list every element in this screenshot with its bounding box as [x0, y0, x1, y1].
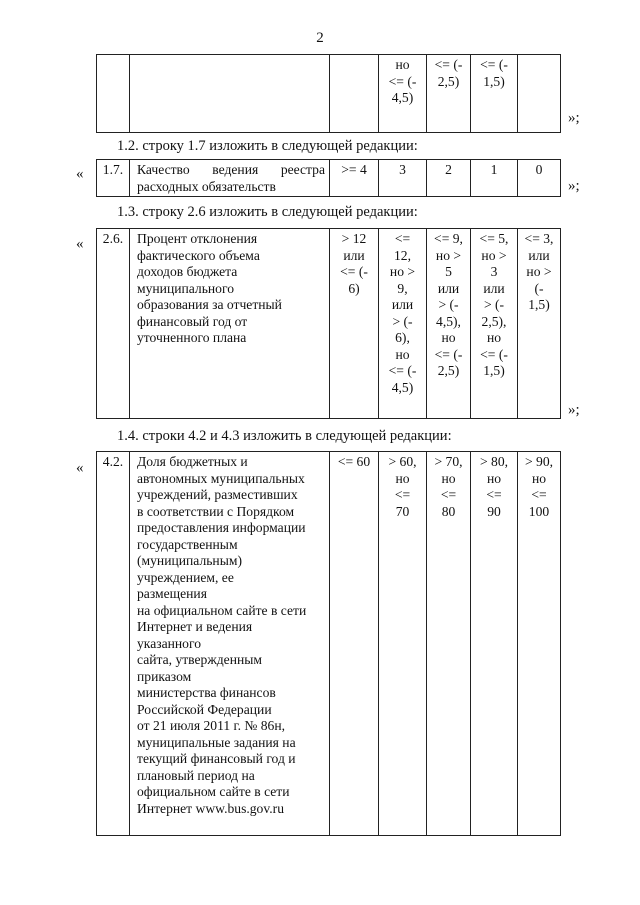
value-cell [518, 452, 561, 836]
paragraph-1-2: 1.2. строку 1.7 изложить в следующей редакции: [117, 138, 418, 154]
cell-line: <= 3, [524, 231, 554, 246]
cell-line: но [395, 57, 410, 72]
paragraph-1-4: 1.4. строки 4.2 и 4.3 изложить в следующей редакции: [117, 428, 452, 444]
cell-line: (муниципальным) [137, 553, 242, 568]
cell-line: > 60, [388, 454, 417, 469]
cell-line: но > [435, 247, 462, 263]
cell-v1 [330, 55, 379, 133]
cell-line: от 21 июля 2011 г. № 86н, [137, 718, 286, 733]
opening-quote: « [76, 236, 84, 252]
cell-line: 6), [395, 330, 410, 345]
cell-line: <= [440, 487, 457, 502]
cell-line: государственным [137, 536, 238, 552]
cell-line: образования за отчетный [137, 297, 282, 312]
cell-line: учреждением, ее [137, 569, 234, 585]
cell-line: > (- [392, 313, 413, 329]
row-number: 4.2. [97, 452, 130, 836]
cell-line: министерства финансов [137, 685, 276, 700]
cell-line: 3 [490, 264, 498, 279]
cell-line: > 90, [524, 454, 554, 469]
cell-line: 5 [445, 264, 452, 279]
cell-line: > 80, [479, 454, 509, 469]
cell-line: <= (- [388, 73, 417, 89]
cell-line: предоставления информации [137, 520, 306, 535]
cell-line: > (- [483, 297, 505, 312]
cell-line: учреждений, разместивших [137, 487, 298, 502]
cell-line: 4,5) [391, 90, 414, 105]
cell-line: или [437, 280, 460, 296]
row-number: 2.6. [97, 229, 130, 419]
row-name [130, 160, 330, 197]
value-cell: 1 [471, 160, 518, 197]
paragraph-1-3: 1.3. строку 2.6 изложить в следующей редакции: [117, 204, 418, 220]
cell-line: или [343, 247, 365, 263]
cell-line: 90 [487, 503, 501, 519]
cell-v5 [518, 55, 561, 133]
table-row-4-2 [96, 451, 561, 836]
value-cell [379, 452, 427, 836]
cell-line: но > [481, 247, 507, 263]
value-cell: >= 4 [330, 160, 379, 197]
cell-line: <= 9, [434, 231, 463, 246]
cell-line: фактического объема [137, 247, 260, 263]
cell-line: <= [394, 231, 411, 246]
value-cell [379, 229, 427, 419]
value-cell: 0 [518, 160, 561, 197]
cell-line: <= (- [480, 57, 508, 72]
cell-line: <= (- [480, 346, 508, 362]
cell-line: 6) [348, 280, 360, 296]
cell-line: > 12 [341, 231, 367, 246]
cell-line: в соответствии с Порядком [137, 503, 295, 519]
value-cell: 3 [379, 160, 427, 197]
cell-line: уточненного плана [137, 330, 247, 345]
closing-quote: »; [568, 110, 580, 126]
value-cell [471, 452, 518, 836]
cell-line: 12, [394, 247, 411, 263]
cell-line: на официальном сайте в сети [137, 602, 307, 618]
cell-line: Доля бюджетных и [137, 454, 248, 469]
cell-line: плановый период на [137, 767, 255, 783]
closing-quote: »; [568, 178, 580, 194]
cell-line: 1,5) [483, 73, 505, 89]
cell-line: > 70, [434, 454, 463, 469]
cell-line: Интернет и ведения [137, 619, 253, 634]
cell-line: 80 [441, 503, 456, 519]
cell-line: но [486, 470, 502, 486]
row-name [130, 452, 330, 836]
table-continuation [96, 54, 561, 133]
cell-line: <= 60 [337, 454, 371, 469]
value-cell [427, 229, 471, 419]
value-cell [427, 452, 471, 836]
cell-v3 [427, 55, 471, 133]
cell-line: <= [531, 487, 547, 502]
cell-line: доходов бюджета [137, 264, 238, 279]
cell-line: 2,5), [481, 313, 507, 329]
cell-line: муниципального [137, 280, 235, 296]
cell-line: 2,5) [437, 73, 460, 89]
value-cell [330, 229, 379, 419]
cell-line: 4,5) [391, 379, 414, 395]
cell-line: приказом [137, 668, 192, 684]
cell-line: размещения [137, 586, 207, 601]
table-row-1-7 [96, 159, 561, 197]
cell-line: но [395, 470, 410, 486]
cell-line: но [441, 330, 456, 345]
cell-line: автономных муниципальных [137, 470, 305, 486]
cell-line: но [441, 470, 456, 486]
cell-line: 70 [395, 503, 410, 519]
cell-line: 9, [397, 280, 408, 296]
cell-line: 1,5) [483, 363, 505, 378]
cell-line: текущий финансовый год и [137, 751, 296, 766]
cell-line: но [486, 330, 502, 345]
cell-line: 1,5) [528, 297, 550, 312]
cell-line: Российской Федерации [137, 701, 272, 717]
cell-line: сайта, утвержденным [137, 652, 262, 667]
cell-line: Интернет www.bus.gov.ru [137, 800, 284, 816]
cell-line: или [528, 247, 550, 263]
cell-line: 100 [528, 503, 550, 519]
cell-line: но > [526, 264, 552, 279]
cell-line: <= (- [434, 57, 463, 72]
cell-line: но [395, 346, 410, 362]
opening-quote: « [76, 166, 84, 182]
cell-name [130, 55, 330, 133]
row-name [130, 229, 330, 419]
cell-v4 [471, 55, 518, 133]
cell-v2 [379, 55, 427, 133]
cell-line: > (- [438, 297, 459, 312]
value-cell [518, 229, 561, 419]
cell-line: но > [389, 264, 416, 279]
cell-line: Процент отклонения [137, 231, 258, 246]
table-row-2-6 [96, 228, 561, 419]
cell-line: финансовый год от [137, 313, 248, 329]
cell-line: но [531, 470, 547, 486]
cell-line: 2,5) [437, 363, 460, 378]
cell-line: официальном сайте в сети [137, 784, 290, 799]
cell-line: <= [486, 487, 502, 502]
value-cell [330, 452, 379, 836]
opening-quote: « [76, 460, 84, 476]
cell-line: <= [394, 487, 411, 502]
cell-line: или [391, 297, 414, 312]
page-number: 2 [316, 30, 324, 46]
cell-line: муниципальные задания на [137, 734, 296, 750]
value-cell [471, 229, 518, 419]
cell-line: <= (- [388, 363, 417, 378]
closing-quote: »; [568, 402, 580, 418]
row-number: 1.7. [97, 160, 130, 197]
cell-line: или [483, 280, 505, 296]
value-cell: 2 [427, 160, 471, 197]
cell-line: (- [534, 280, 544, 296]
row-name-line: расходных обязательств [137, 178, 276, 194]
cell-line: <= (- [434, 346, 463, 362]
row-name-line: Качество ведения реестра [137, 162, 325, 177]
cell-line: <= 5, [479, 231, 509, 246]
cell-line: 4,5), [436, 313, 461, 329]
cell-line: указанного [137, 635, 202, 651]
cell-num [97, 55, 130, 133]
cell-line: <= (- [340, 264, 368, 279]
